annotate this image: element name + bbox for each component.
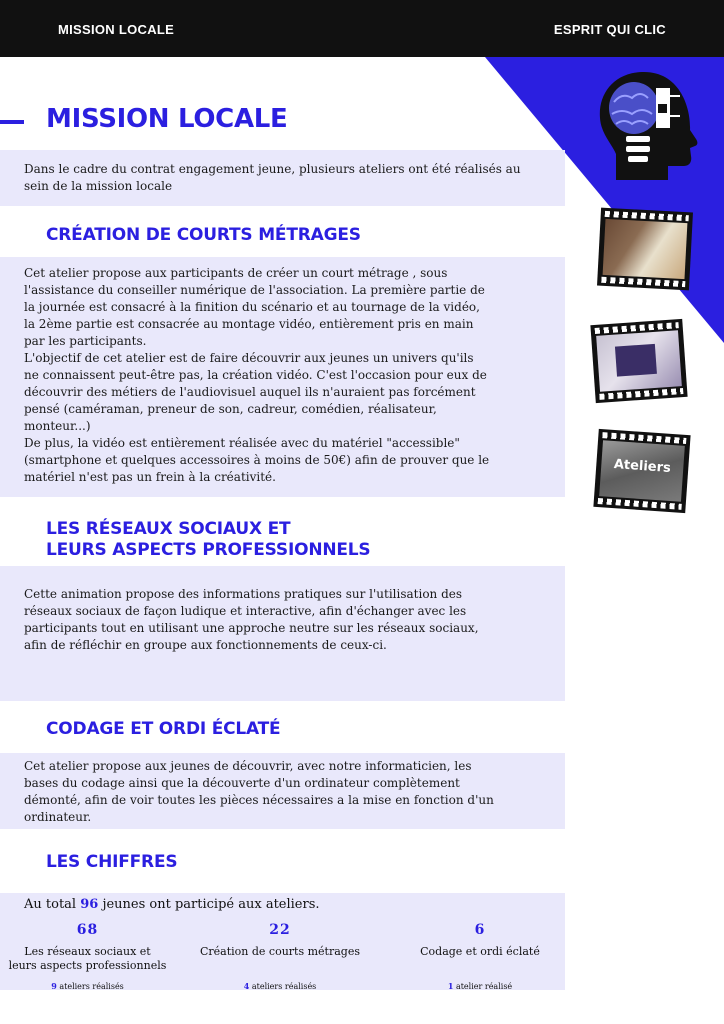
- intro-box: [0, 150, 565, 206]
- section-title-line: LEURS ASPECTS PROFESSIONNELS: [46, 540, 371, 560]
- text-line: Cet atelier propose aux participants de créer un court métrage , sous: [24, 266, 448, 280]
- text-line: (smartphone et quelques accessoires à moins de 50€) afin de prouver que le: [24, 453, 490, 467]
- stat-codage: [400, 922, 560, 991]
- stat-sub-number: 4: [243, 981, 250, 991]
- text-line: ne connaissent peut-être pas, la création vidéo. C'est l'occasion pour eux de: [24, 368, 487, 382]
- section-box-reseaux-sociaux: [0, 566, 565, 701]
- text-line: afin de réfléchir en groupe aux fonctionnements de ceux-ci.: [24, 638, 387, 652]
- header-right-label: ESPRIT QUI CLIC: [553, 22, 666, 37]
- film-photo-label: Ateliers: [613, 457, 672, 476]
- stat-courts-metrages: [195, 922, 365, 991]
- text-line: Cette animation propose des informations pratiques sur l'utilisation des: [24, 587, 463, 601]
- stat-number: 6: [474, 922, 486, 938]
- text-line: bases du codage ainsi que la découverte d'un ordinateur complètement: [24, 776, 460, 790]
- total-number: 96: [80, 897, 99, 912]
- film-photo-1: [597, 208, 693, 291]
- film-photo-2: [590, 319, 687, 403]
- stat-label: [400, 945, 560, 959]
- text-line: ordinateur.: [24, 810, 92, 824]
- text-line: participants tout en utilisant une approche neutre sur les réseaux sociaux,: [24, 621, 479, 635]
- section-title-codage: CODAGE ET ORDI ÉCLATÉ: [46, 719, 281, 739]
- section-title-line: LES RÉSEAUX SOCIAUX ET: [46, 519, 291, 539]
- stat-number: 22: [269, 922, 291, 938]
- stat-label: [195, 945, 365, 959]
- text-line: matériel n'est pas un frein à la créativité.: [24, 470, 276, 484]
- stat-sub-text: ateliers réalisés: [59, 982, 124, 991]
- header-left-label: MISSION LOCALE: [58, 22, 175, 37]
- title-accent-line: [0, 120, 24, 124]
- stat-sub-number: 1: [447, 981, 454, 991]
- page-title: MISSION LOCALE: [46, 104, 288, 134]
- text-line: Cet atelier propose aux jeunes de découvrir, avec notre informaticien, les: [24, 759, 472, 773]
- text-line: L'objectif de cet atelier est de faire découvrir aux jeunes un univers qu'ils: [24, 351, 474, 365]
- text-line: la journée est consacré à la finition du scénario et au tournage de la vidéo,: [24, 300, 480, 314]
- stat-number: 68: [76, 922, 99, 938]
- stat-label-line: Codage et ordi éclaté: [420, 945, 540, 958]
- stat-sub-number: 9: [51, 981, 57, 991]
- total-post: jeunes ont participé aux ateliers.: [102, 897, 320, 912]
- section-text-courts-metrages: [24, 265, 544, 486]
- text-line: démonté, afin de voir toutes les pièces nécessaires a la mise en fonction d'un: [24, 793, 494, 807]
- text-line: pensé (caméraman, preneur de son, cadreur, comédien, réalisateur,: [24, 402, 437, 416]
- section-title-reseaux-sociaux: [46, 519, 370, 561]
- stat-sub: [195, 981, 365, 991]
- stat-reseaux-sociaux: [0, 922, 175, 991]
- text-line: monteur...): [24, 419, 91, 433]
- section-box-codage: [0, 753, 565, 829]
- stat-label: [0, 945, 175, 973]
- section-title-courts-metrages: CRÉATION DE COURTS MÉTRAGES: [46, 225, 361, 245]
- section-title-chiffres: LES CHIFFRES: [46, 852, 178, 872]
- stat-label-line: Les réseaux sociaux et: [24, 945, 151, 958]
- stat-sub-text: atelier réalisé: [455, 982, 513, 991]
- stat-sub: [0, 981, 175, 991]
- section-text-reseaux-sociaux: [24, 586, 544, 654]
- text-line: l'assistance du conseiller numérique de l'association. La première partie de: [24, 283, 485, 297]
- total-participants: [24, 897, 320, 912]
- brain-head-icon: [592, 66, 710, 184]
- text-line: découvrir des métiers de l'audiovisuel auquel ils n'auraient pas forcément: [24, 385, 476, 399]
- stat-label-line: leurs aspects professionnels: [8, 959, 167, 972]
- intro-text: Dans le cadre du contrat engagement jeune, plusieurs ateliers ont été réalisés au sein de la mission locale: [24, 162, 521, 193]
- text-line: par les participants.: [24, 334, 147, 348]
- section-text-codage: [24, 758, 544, 826]
- total-pre: Au total: [24, 897, 77, 912]
- stat-label-line: Création de courts métrages: [200, 945, 360, 958]
- text-line: De plus, la vidéo est entièrement réalisée avec du matériel "accessible": [24, 436, 460, 450]
- stat-sub: [400, 981, 560, 991]
- text-line: la 2ème partie est consacrée au montage vidéo, entièrement pris en main: [24, 317, 474, 331]
- stat-sub-text: ateliers réalisés: [251, 982, 317, 991]
- film-photo-3: [593, 429, 690, 513]
- text-line: réseaux sociaux de façon ludique et interactive, afin d'échanger avec les: [24, 604, 467, 618]
- section-box-courts-metrages: [0, 257, 565, 497]
